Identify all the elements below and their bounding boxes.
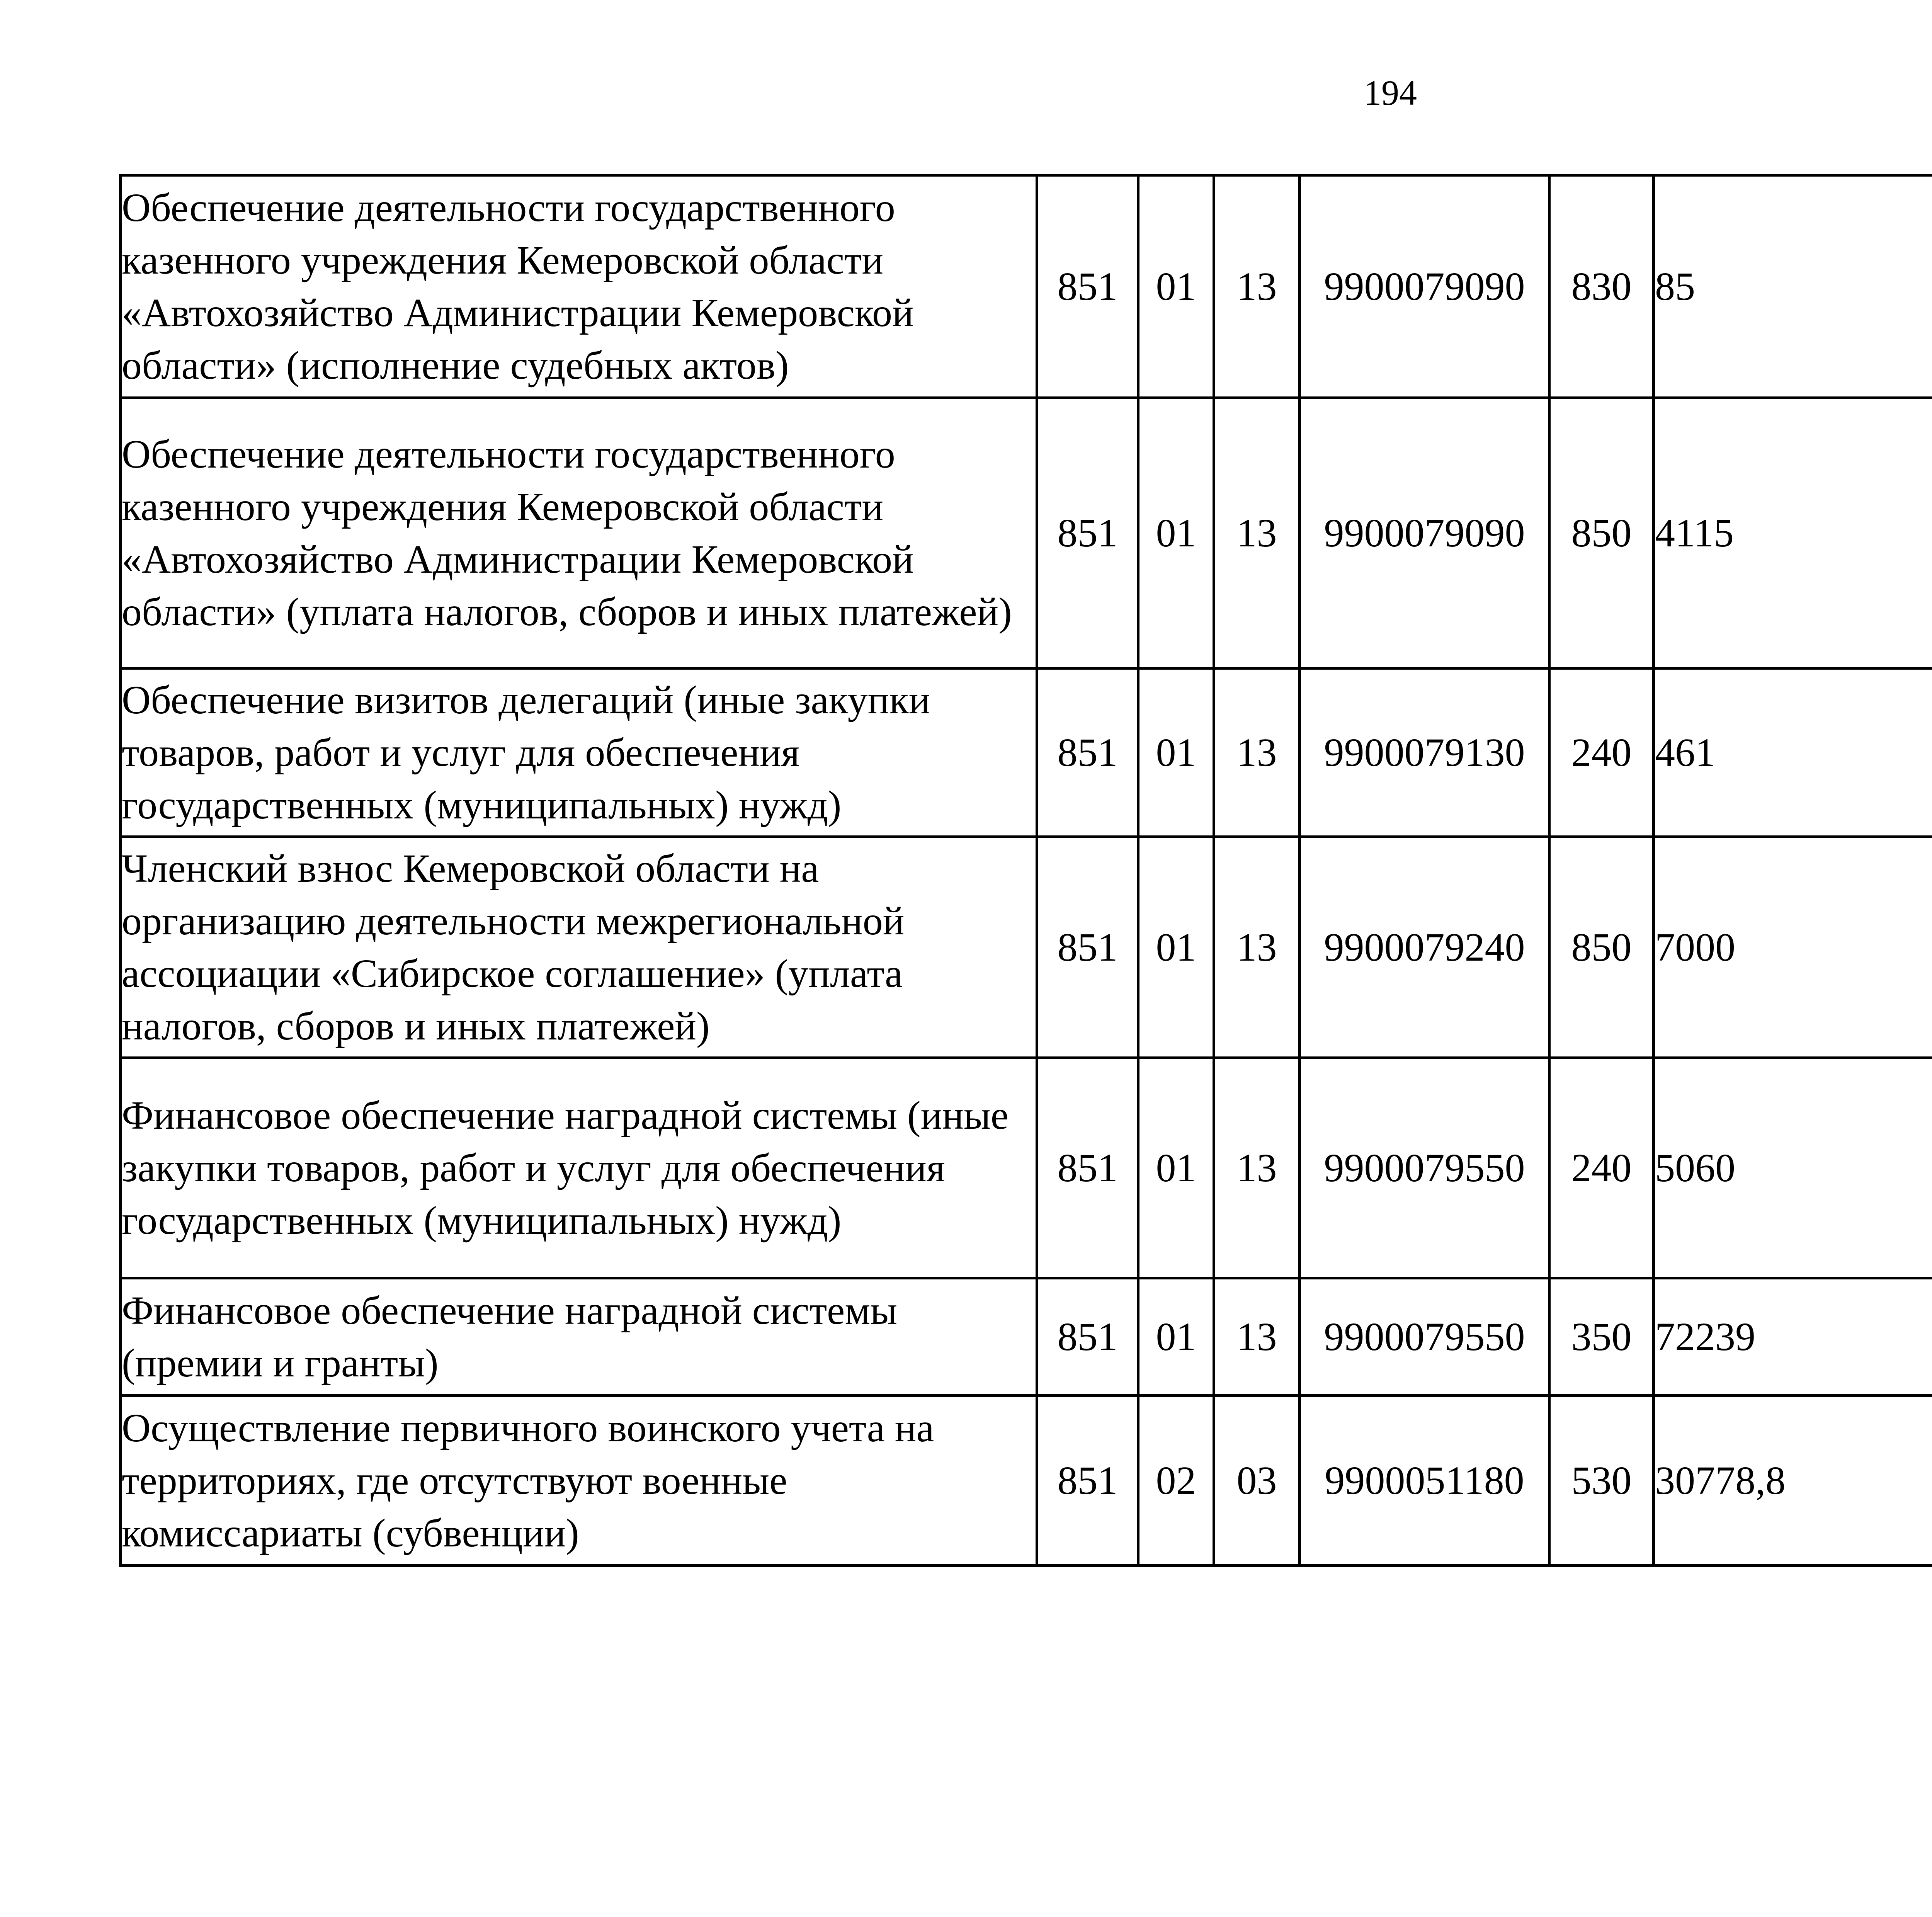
expense-type-code: 850 (1549, 398, 1654, 668)
table-row (121, 837, 1932, 1058)
amount-year-1: 5060 (1654, 1058, 1932, 1278)
expense-type-code: 240 (1549, 668, 1654, 837)
section-code: 01 (1138, 398, 1214, 668)
ministry-code: 851 (1037, 1278, 1138, 1396)
section-code: 02 (1138, 1396, 1214, 1566)
section-code: 01 (1138, 1278, 1214, 1396)
page-number: 194 (1364, 73, 1417, 112)
row-description: Финансовое обеспечение наградной системы (премии и гранты) (121, 1278, 1037, 1396)
row-description: Членский взнос Кемеровской области на организацию деятельности межрегиональной ассоциации «Сибирское соглашение» (уплата налогов, сборов и иных платежей) (121, 837, 1037, 1058)
ministry-code: 851 (1037, 175, 1138, 398)
subsection-code: 13 (1214, 398, 1300, 668)
target-article-code: 9900079090 (1300, 398, 1549, 668)
amount-year-1: 7000 (1654, 837, 1932, 1058)
subsection-code: 13 (1214, 175, 1300, 398)
table-row (121, 398, 1932, 668)
table-row (121, 1058, 1932, 1278)
amount-year-1: 4115 (1654, 398, 1932, 668)
amount-year-1: 30778,8 (1654, 1396, 1932, 1566)
ministry-code: 851 (1037, 398, 1138, 668)
target-article-code: 9900051180 (1300, 1396, 1549, 1566)
section-code: 01 (1138, 175, 1214, 398)
row-description: Обеспечение визитов делегаций (иные закупки товаров, работ и услуг для обеспечения государственных (муниципальных) нужд) (121, 668, 1037, 837)
table-row (121, 175, 1932, 398)
subsection-code: 13 (1214, 837, 1300, 1058)
section-code: 01 (1138, 1058, 1214, 1278)
ministry-code: 851 (1037, 668, 1138, 837)
row-description: Финансовое обеспечение наградной системы (иные закупки товаров, работ и услуг для обеспечения государственных (муниципальных) нужд) (121, 1058, 1037, 1278)
ministry-code: 851 (1037, 837, 1138, 1058)
subsection-code: 13 (1214, 1278, 1300, 1396)
table-row (121, 668, 1932, 837)
target-article-code: 9900079550 (1300, 1058, 1549, 1278)
expense-type-code: 350 (1549, 1278, 1654, 1396)
expense-type-code: 240 (1549, 1058, 1654, 1278)
amount-year-1: 72239 (1654, 1278, 1932, 1396)
target-article-code: 9900079550 (1300, 1278, 1549, 1396)
table-row (121, 1396, 1932, 1566)
subsection-code: 03 (1214, 1396, 1300, 1566)
expense-type-code: 850 (1549, 837, 1654, 1058)
ministry-code: 851 (1037, 1058, 1138, 1278)
subsection-code: 13 (1214, 668, 1300, 837)
target-article-code: 9900079090 (1300, 175, 1549, 398)
subsection-code: 13 (1214, 1058, 1300, 1278)
row-description: Осуществление первичного воинского учета на территориях, где отсутствуют военные комиссариаты (субвенции) (121, 1396, 1037, 1566)
row-description: Обеспечение деятельности государственного казенного учреждения Кемеровской области «Автохозяйство Администрации Кемеровской области» (исполнение судебных актов) (121, 175, 1037, 398)
ministry-code: 851 (1037, 1396, 1138, 1566)
target-article-code: 9900079240 (1300, 837, 1549, 1058)
amount-year-1: 461 (1654, 668, 1932, 837)
target-article-code: 9900079130 (1300, 668, 1549, 837)
section-code: 01 (1138, 668, 1214, 837)
expense-type-code: 530 (1549, 1396, 1654, 1566)
table-row (121, 1278, 1932, 1396)
section-code: 01 (1138, 837, 1214, 1058)
row-description: Обеспечение деятельности государственного казенного учреждения Кемеровской области «Автохозяйство Администрации Кемеровской области» (уплата налогов, сборов и иных платежей) (121, 398, 1037, 668)
amount-year-1: 85 (1654, 175, 1932, 398)
budget-table (119, 174, 1932, 1567)
expense-type-code: 830 (1549, 175, 1654, 398)
